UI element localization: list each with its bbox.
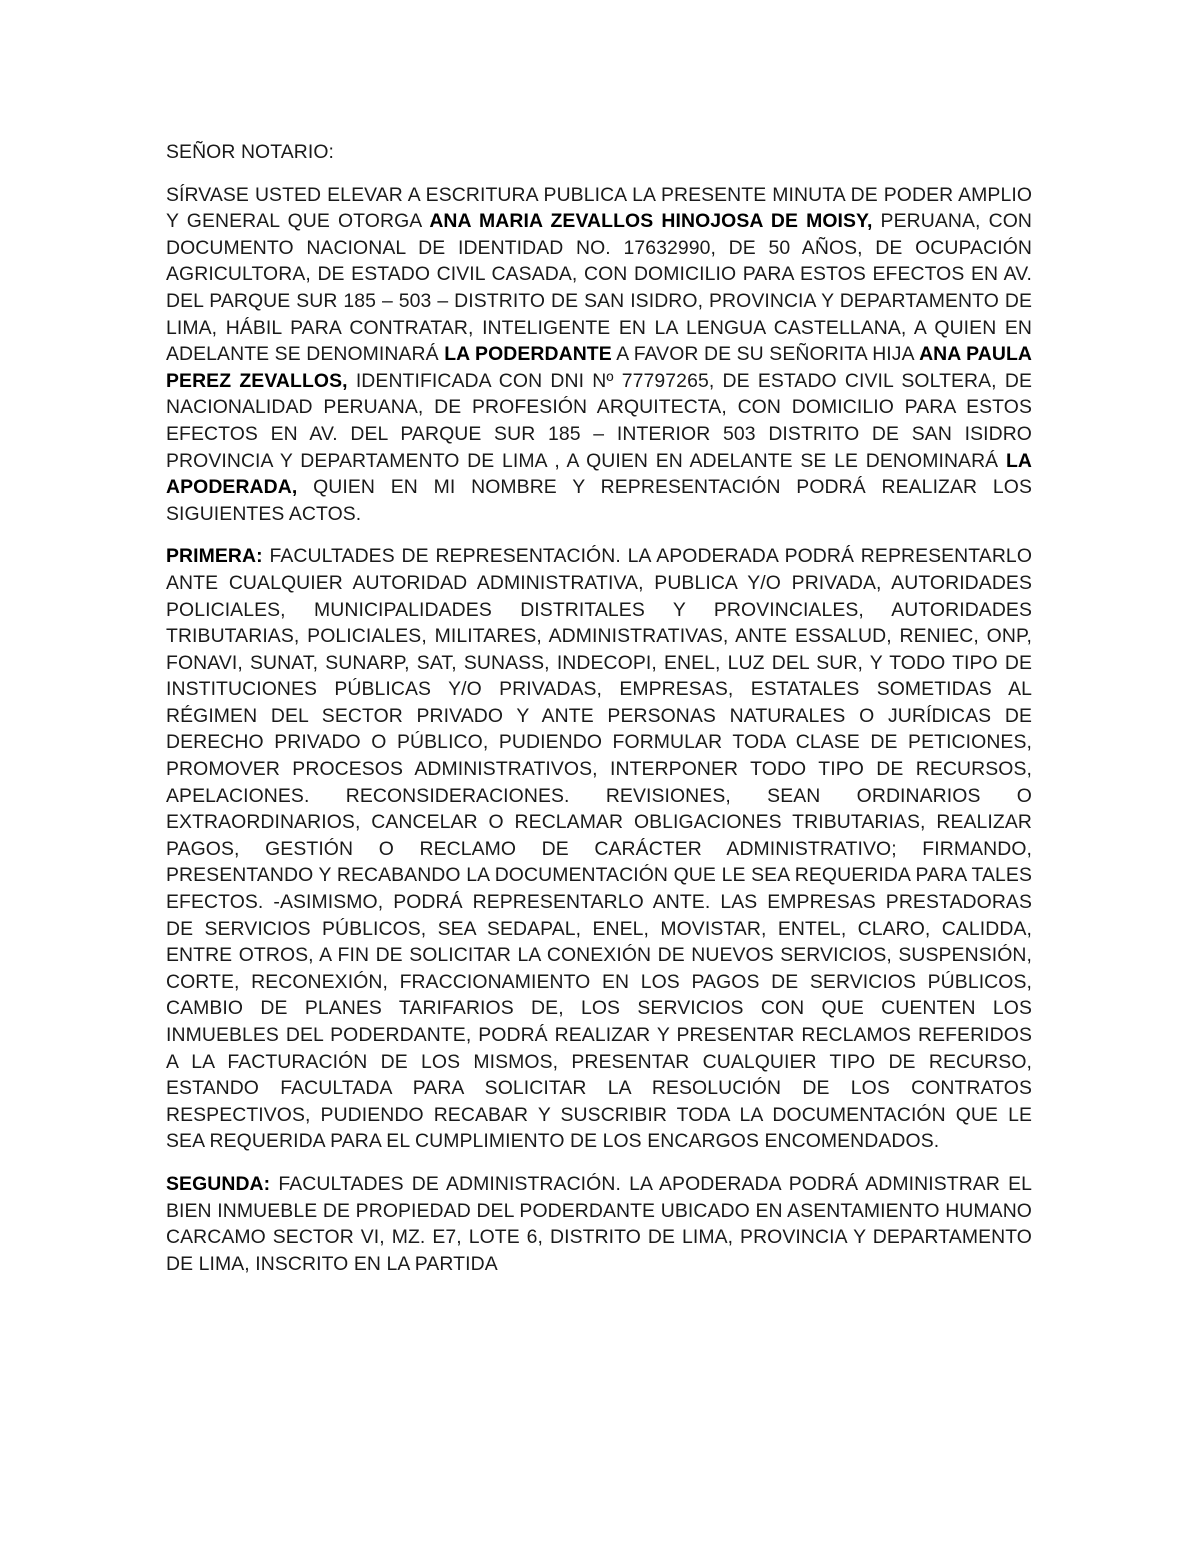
document-body bbox=[166, 139, 1032, 1293]
grantor-name: ANA MARIA ZEVALLOS HINOJOSA DE MOISY, bbox=[429, 210, 873, 233]
intro-text-4: IDENTIFICADA CON DNI Nº 77797265, DE ESTADO CIVIL SOLTERA, DE NACIONALIDAD PERUANA, DE PROFESIÓN ARQUITECTA, CON DOMICILIO PARA ESTOS EFECTOS EN AV. DEL PARQUE SUR 185 – INTERIOR 503 DISTRITO DE SAN ISIDRO PROVINCIA Y DEPARTAMENTO DE LIMA , A QUIEN EN ADELANTE SE LE DENOMINARÁ bbox=[166, 369, 1032, 472]
intro-text-5: QUIEN EN MI NOMBRE Y REPRESENTACIÓN PODRÁ REALIZAR LOS SIGUIENTES ACTOS. bbox=[166, 476, 1032, 525]
clause-segunda-heading: SEGUNDA: bbox=[166, 1172, 271, 1195]
clause-primera-heading: PRIMERA: bbox=[166, 545, 263, 568]
intro-text-2: PERUANA, CON DOCUMENTO NACIONAL DE IDENTIDAD NO. 17632990, DE 50 AÑOS, DE OCUPACIÓN AGRICULTORA, DE ESTADO CIVIL CASADA, CON DOMICILIO PARA ESTOS EFECTOS EN AV. DEL PARQUE SUR 185 – 503 – DISTRITO DE SAN ISIDRO, PROVINCIA Y DEPARTAMENTO DE LIMA, HÁBIL PARA CONTRATAR, INTELIGENTE EN LA LENGUA CASTELLANA, A QUIEN EN ADELANTE SE DENOMINARÁ bbox=[166, 210, 1032, 366]
attorney-term: LA APODERADA, bbox=[166, 449, 1032, 499]
intro-text-1: SÍRVASE USTED ELEVAR A ESCRITURA PUBLICA LA PRESENTE MINUTA DE PODER AMPLIO Y GENERAL QUE OTORGA bbox=[166, 183, 1032, 233]
salutation: SEÑOR NOTARIO: bbox=[166, 141, 335, 163]
clause-primera-text: FACULTADES DE REPRESENTACIÓN. LA APODERADA PODRÁ REPRESENTARLO ANTE CUALQUIER AUTORIDAD ADMINISTRATIVA, PUBLICA Y/O PRIVADA, AUTORIDADES POLICIALES, MUNICIPALIDADES DISTRITALES Y PROVINCIALES, AUTORIDADES TRIBUTARIAS, POLICIALES, MILITARES, ADMINISTRATIVAS, ANTE ESSALUD, RENIEC, ONP, FONAVI, SUNAT, SUNARP, SAT, SUNASS, INDECOPI, ENEL, LUZ DEL SUR, Y TODO TIPO DE INSTITUCIONES PÚBLICAS Y/O PRIVADAS, EMPRESAS, ESTATALES SOMETIDAS AL RÉGIMEN DEL SECTOR PRIVADO Y ANTE PERSONAS NATURALES O JURÍDICAS DE DERECHO PRIVADO O PÚBLICO, PUDIENDO FORMULAR TODA CLASE DE PETICIONES, PROMOVER PROCESOS ADMINISTRATIVOS, INTERPONER TODO TIPO DE RECURSOS, APELACIONES. RECONSIDERACIONES. REVISIONES, SEAN ORDINARIOS O EXTRAORDINARIOS, CANCELAR O RECLAMAR OBLIGACIONES TRIBUTARIAS, REALIZAR PAGOS, GESTIÓN O RECLAMO DE CARÁCTER ADMINISTRATIVO; FIRMANDO, PRESENTANDO Y RECABANDO LA DOCUMENTACIÓN QUE LE SEA REQUERIDA PARA TALES EFECTOS. -ASIMISMO, PODRÁ REPRESENTARLO ANTE. LAS EMPRESAS PRESTADORAS DE SERVICIOS PÚBLICOS, SEA SEDAPAL, ENEL, MOVISTAR, ENTEL, CLARO, CALIDDA, ENTRE OTROS, A FIN DE SOLICITAR LA CONEXIÓN DE NUEVOS SERVICIOS, SUSPENSIÓN, CORTE, RECONEXIÓN, FRACCIONAMIENTO EN LOS PAGOS DE SERVICIOS PÚBLICOS, CAMBIO DE PLANES TARIFARIOS DE, LOS SERVICIOS CON QUE CUENTEN LOS INMUEBLES DEL PODERDANTE, PODRÁ REALIZAR Y PRESENTAR RECLAMOS REFERIDOS A LA FACTURACIÓN DE LOS MISMOS, PRESENTAR CUALQUIER TIPO DE RECURSO, ESTANDO FACULTADA PARA SOLICITAR LA RESOLUCIÓN DE LOS CONTRATOS RESPECTIVOS, PUDIENDO RECABAR Y SUSCRIBIR TODA LA DOCUMENTACIÓN QUE LE SEA REQUERIDA PARA EL CUMPLIMIENTO DE LOS ENCARGOS ENCOMENDADOS. bbox=[166, 545, 1032, 1153]
clause-segunda-text: FACULTADES DE ADMINISTRACIÓN. LA APODERADA PODRÁ ADMINISTRAR EL BIEN INMUEBLE DE PROPIEDAD DEL PODERDANTE UBICADO EN ASENTAMIENTO HUMANO CARCAMO SECTOR VI, MZ. E7, LOTE 6, DISTRITO DE LIMA, PROVINCIA Y DEPARTAMENTO DE LIMA, INSCRITO EN LA PARTIDA bbox=[166, 1172, 1032, 1275]
intro-text-3: A FAVOR DE SU SEÑORITA HIJA bbox=[611, 343, 920, 366]
attorney-name: ANA PAULA PEREZ ZEVALLOS, bbox=[166, 343, 1033, 392]
clause-primera bbox=[166, 543, 1032, 1155]
grantor-term: LA PODERDANTE bbox=[444, 343, 612, 366]
intro-paragraph bbox=[166, 182, 1032, 528]
clause-segunda bbox=[166, 1171, 1032, 1277]
